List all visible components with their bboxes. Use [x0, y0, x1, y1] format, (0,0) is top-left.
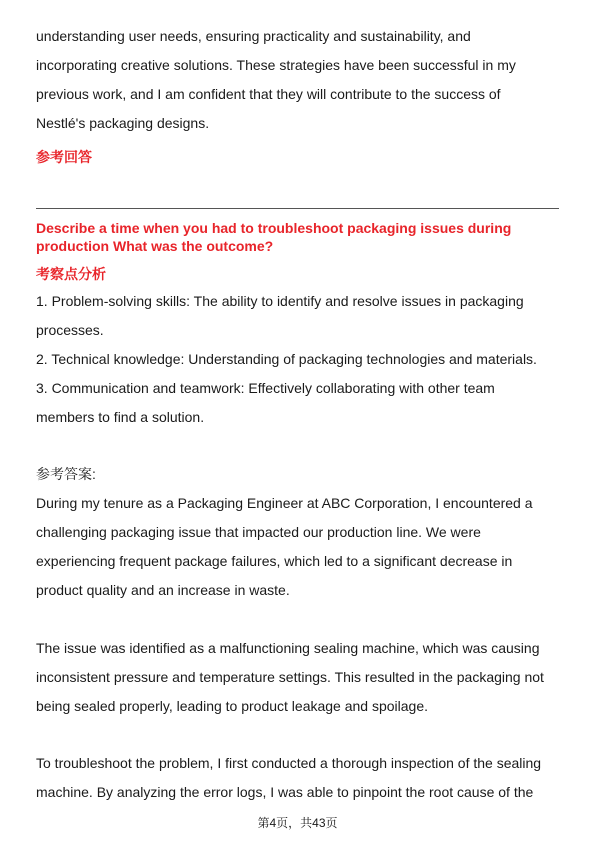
answer-p1-line-1: During my tenure as a Packaging Engineer at ABC Corporation, I encountered a	[36, 495, 533, 511]
question-line-1: Describe a time when you had to troubleshoot packaging issues during	[36, 220, 512, 236]
answer-p3-line-1: To troubleshoot the problem, I first conducted a thorough inspection of the sealing	[36, 755, 542, 771]
intro-line-3: previous work, and I am confident that they will contribute to the success of	[36, 86, 501, 102]
reference-answer-heading: 参考回答	[36, 149, 92, 165]
analysis-line-3: 2. Technical knowledge: Understanding of packaging technologies and materials.	[36, 351, 537, 367]
analysis-line-5: members to find a solution.	[36, 409, 205, 425]
answer-p2-line-3: being sealed properly, leading to product leakage and spoilage.	[36, 698, 429, 714]
question-line-2: production What was the outcome?	[36, 238, 274, 254]
analysis-line-1: 1. Problem-solving skills: The ability to identify and resolve issues in packaging	[36, 293, 524, 309]
intro-line-2: incorporating creative solutions. These strategies have been successful in my	[36, 57, 516, 73]
analysis-line-4: 3. Communication and teamwork: Effectively collaborating with other team	[36, 380, 495, 396]
section-divider	[36, 208, 559, 209]
analysis-line-2: processes.	[36, 322, 104, 338]
answer-heading: 参考答案:	[36, 466, 96, 482]
answer-p2-line-1: The issue was identified as a malfunctioning sealing machine, which was causing	[36, 640, 540, 656]
intro-line-4: Nestlé's packaging designs.	[36, 115, 210, 131]
answer-p3-line-2: machine. By analyzing the error logs, I was able to pinpoint the root cause of the	[36, 784, 534, 800]
analysis-heading: 考察点分析	[36, 266, 106, 282]
page-number: 第4页，共43页	[257, 816, 338, 830]
answer-p2-line-2: inconsistent pressure and temperature settings. This resulted in the packaging not	[36, 669, 544, 685]
answer-p1-line-4: product quality and an increase in waste.	[36, 582, 290, 598]
answer-p1-line-3: experiencing frequent package failures, which led to a significant decrease in	[36, 553, 513, 569]
intro-line-1: understanding user needs, ensuring practicality and sustainability, and	[36, 28, 471, 44]
answer-p1-line-2: challenging packaging issue that impacted our production line. We were	[36, 524, 481, 540]
